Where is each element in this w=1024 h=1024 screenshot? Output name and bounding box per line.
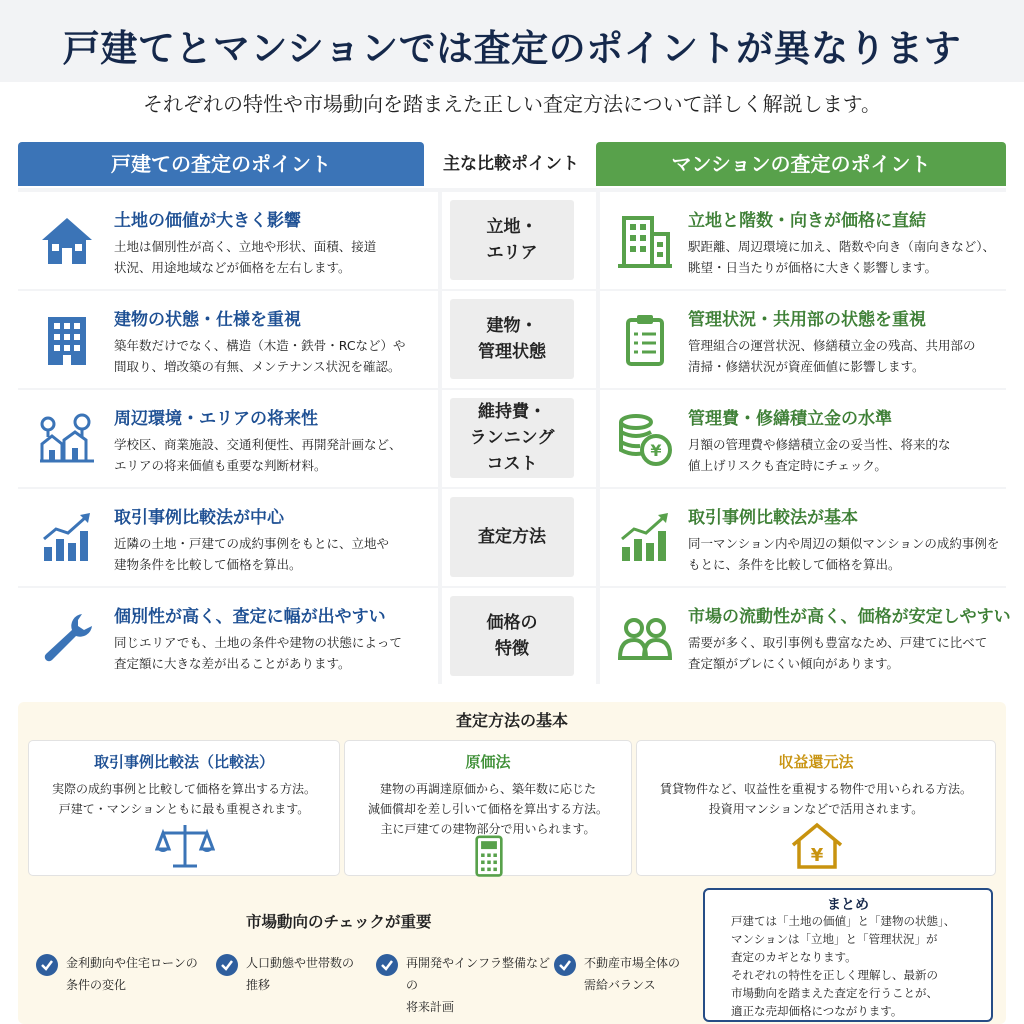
- neighborhood-icon: [38, 410, 96, 468]
- comparison-column-header: 主な比較ポイント: [443, 154, 579, 174]
- check-circle-icon: [376, 954, 398, 976]
- detached-point-cell: [18, 390, 438, 487]
- point-title: 管理状況・共用部の状態を重視: [688, 310, 926, 330]
- condo-point-cell: [600, 192, 1006, 289]
- point-title: 個別性が高く、査定に幅が出やすい: [114, 607, 386, 627]
- point-description: 月額の管理費や修繕積立金の妥当性、将来的な 値上げリスクも査定時にチェック。: [688, 437, 951, 473]
- method-description: 賃貸物件など、収益性を重視する物件で用いられる方法。 投資用マンションなどで活用されます。: [659, 782, 972, 816]
- point-description: 土地は個別性が高く、立地や形状、面積、接道 状況、用途地域などが価格を左右します。: [114, 239, 377, 275]
- point-title: 取引事例比較法が基本: [688, 508, 858, 528]
- office-building-icon: [38, 311, 96, 369]
- calculator-icon: [459, 835, 519, 879]
- method-card: [636, 740, 996, 876]
- method-card: [344, 740, 632, 876]
- point-description: 需要が多く、取引事例も豊富なため、戸建てに比べて 査定額がブレにくい傾向があります。: [688, 635, 988, 671]
- detached-point-cell: [18, 489, 438, 586]
- house-yen-icon: [787, 821, 847, 871]
- check-text: 金利動向や住宅ローンの 条件の変化: [66, 956, 198, 992]
- svg-text:¥: ¥: [650, 441, 662, 460]
- summary-box: [703, 888, 993, 1022]
- people-icon: [616, 608, 674, 666]
- comparison-label: 査定方法: [450, 497, 574, 577]
- wrench-icon: [38, 608, 96, 666]
- comparison-cell: [442, 291, 596, 388]
- methods-title: 査定方法の基本: [455, 711, 568, 730]
- condo-point-cell: [600, 588, 1011, 685]
- method-title: 原価法: [465, 753, 511, 771]
- page-subtitle: それぞれの特性や市場動向を踏まえた正しい査定方法について詳しく解説します。: [143, 92, 881, 116]
- method-card: [28, 740, 340, 876]
- detached-point-cell: [18, 291, 438, 388]
- comparison-label: 立地・ エリア: [450, 200, 574, 280]
- point-title: 管理費・修繕積立金の水準: [688, 409, 892, 429]
- point-description: 駅距離、周辺環境に加え、階数や向き（南向きなど）、 眺望・日当たりが価格に大きく影響します。: [688, 239, 996, 275]
- method-title: 取引事例比較法（比較法）: [93, 753, 274, 771]
- point-description: 管理組合の運営状況、修繕積立金の残高、共用部の 清掃・修繕状況が資産価値に影響します。: [688, 338, 976, 374]
- method-description: 建物の再調達原価から、築年数に応じた 減価償却を差し引いて価格を算出する方法。 主に戸建ての建物部分で用いられます。: [367, 782, 608, 836]
- point-description: 学校区、商業施設、交通利便性、再開発計画など、 エリアの将来価値も重要な判断材料。: [114, 437, 402, 473]
- comparison-label: 建物・ 管理状態: [450, 299, 574, 379]
- check-text: 再開発やインフラ整備などの 将来計画: [406, 956, 551, 1014]
- point-title: 建物の状態・仕様を重視: [114, 310, 301, 330]
- detached-house-column-header: 戸建ての査定のポイント: [18, 142, 424, 186]
- building-icon: [616, 212, 674, 270]
- growth-chart-icon: [616, 509, 674, 567]
- svg-text:¥: ¥: [810, 845, 824, 866]
- check-text: 不動産市場全体の 需給バランス: [584, 956, 681, 992]
- point-title: 立地と階数・向きが価格に直結: [688, 211, 926, 231]
- condominium-column-header: マンションの査定のポイント: [596, 142, 1006, 186]
- check-circle-icon: [36, 954, 58, 976]
- condo-point-cell: [600, 489, 1006, 586]
- method-title: 収益還元法: [778, 753, 854, 771]
- point-description: 同じエリアでも、土地の条件や建物の状態によって 査定額に大きな差が出ることがあります。: [114, 635, 402, 671]
- table-row: [18, 390, 1006, 487]
- method-description: 実際の成約事例と比較して価格を算出する方法。 戸建て・マンションともに最も重視されます。: [51, 782, 316, 816]
- check-circle-icon: [216, 954, 238, 976]
- point-title: 市場の流動性が高く、価格が安定しやすい: [688, 607, 1011, 627]
- summary-title: まとめ: [827, 897, 869, 913]
- condo-point-cell: [600, 291, 1006, 388]
- table-row: [18, 291, 1006, 388]
- comparison-label: 価格の 特徴: [450, 596, 574, 676]
- detached-point-cell: [18, 588, 438, 685]
- page-title: 戸建てとマンションでは査定のポイントが異なります: [62, 27, 962, 70]
- market-check-title: 市場動向のチェックが重要: [246, 913, 432, 931]
- house-icon: [38, 212, 96, 270]
- condo-point-cell: [600, 390, 1006, 487]
- scale-icon: [155, 821, 215, 871]
- comparison-cell: [442, 489, 596, 586]
- point-description: 近隣の土地・戸建ての成約事例をもとに、立地や 建物条件を比較して価格を算出。: [114, 536, 390, 572]
- table-row: [18, 192, 1006, 289]
- coins-yen-icon: [616, 410, 674, 468]
- point-title: 土地の価値が大きく影響: [114, 211, 301, 231]
- comparison-cell: [442, 588, 596, 685]
- clipboard-icon: [616, 311, 674, 369]
- summary-text: 戸建ては「土地の価値」と「建物の状態」、 マンションは「立地」と「管理状況」が 査定のカギとなります。 それぞれの特性を正しく理解し、最新の 市場動向を踏まえた査定を行うことが、 適正な売却価格につながります。: [731, 914, 956, 1018]
- table-row: [18, 588, 1011, 685]
- point-title: 取引事例比較法が中心: [114, 508, 284, 528]
- comparison-cell: [442, 192, 596, 289]
- check-text: 人口動態や世帯数の 推移: [246, 956, 355, 992]
- check-circle-icon: [554, 954, 576, 976]
- point-description: 同一マンション内や周辺の類似マンションの成約事例を もとに、条件を比較して価格を算出。: [688, 536, 1000, 572]
- point-title: 周辺環境・エリアの将来性: [114, 409, 318, 429]
- comparison-label: 維持費・ ランニング コスト: [450, 398, 574, 478]
- growth-chart-icon: [38, 509, 96, 567]
- comparison-cell: [442, 390, 596, 487]
- detached-point-cell: [18, 192, 438, 289]
- point-description: 築年数だけでなく、構造（木造・鉄骨・RCなど）や 間取り、増改築の有無、メンテナンス状況を確認。: [114, 338, 406, 374]
- table-row: [18, 489, 1006, 586]
